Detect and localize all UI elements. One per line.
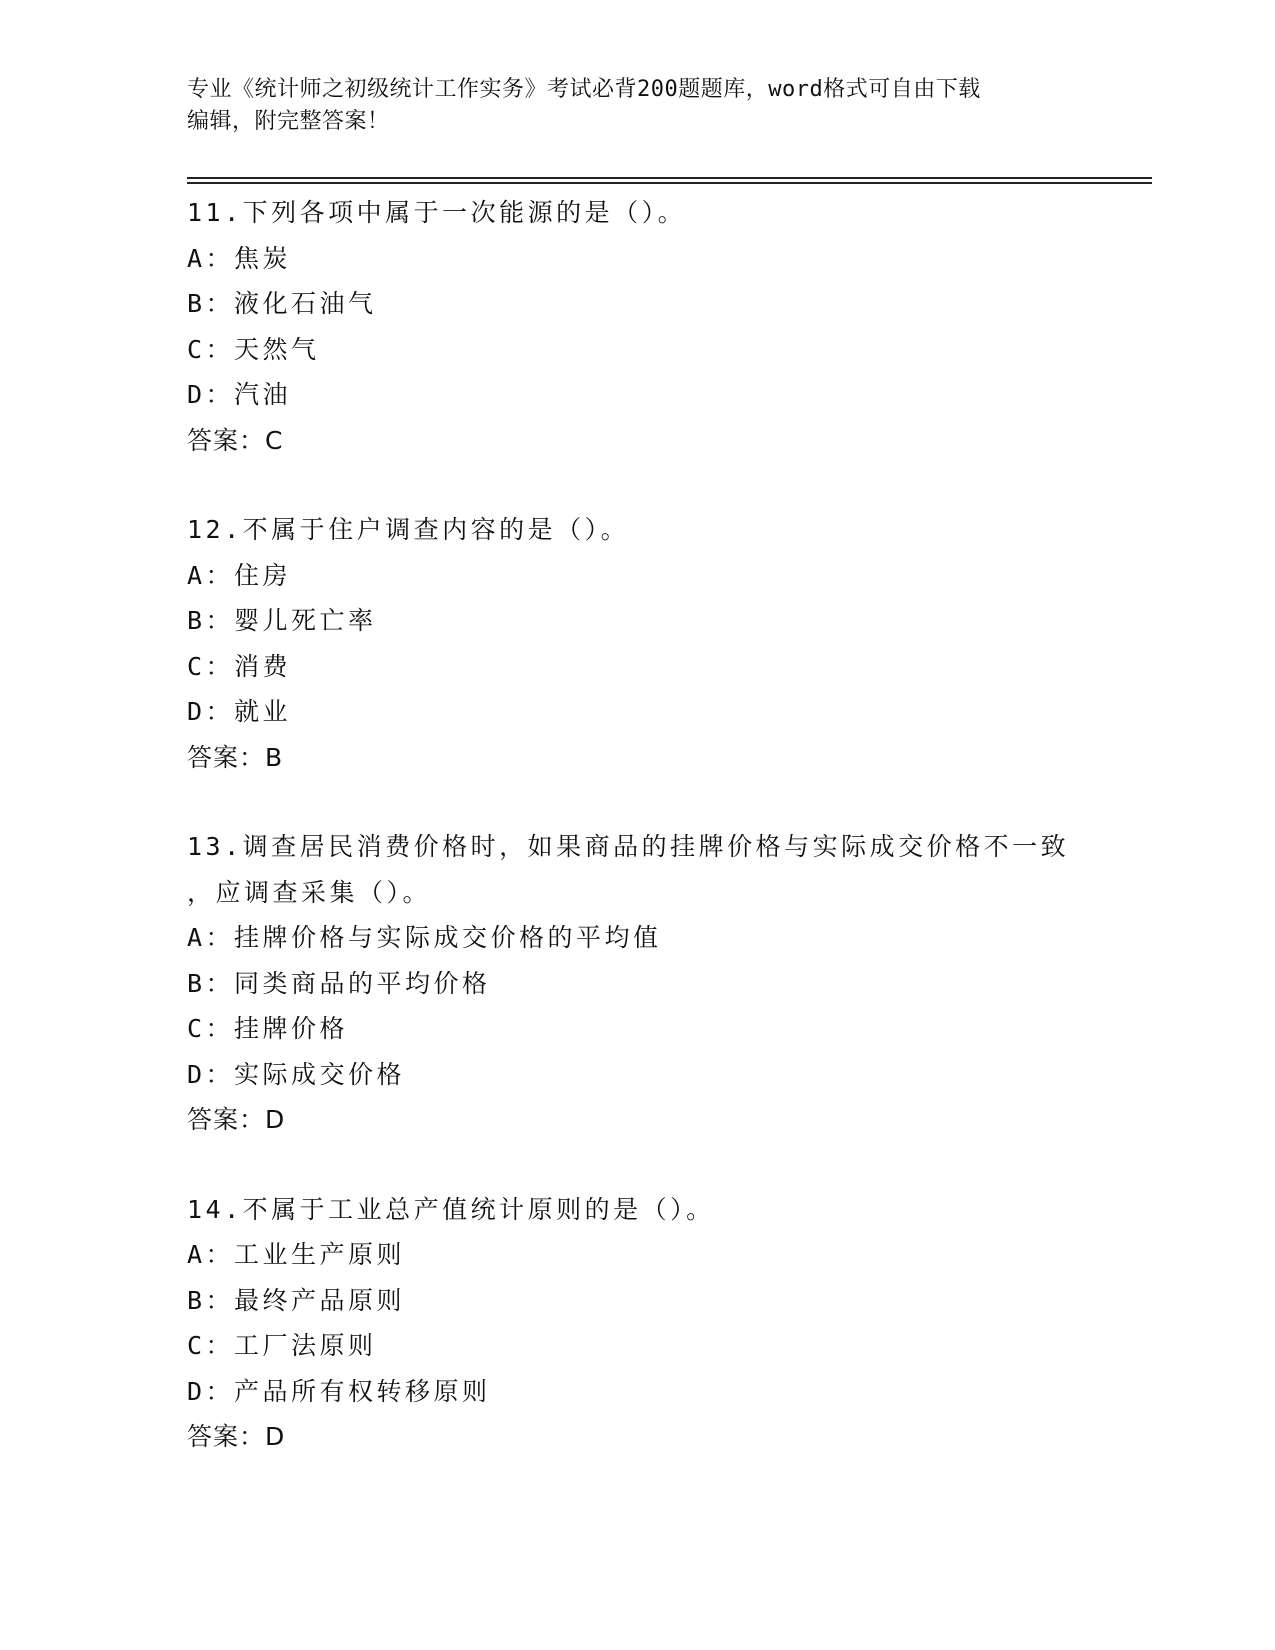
option-b: B：同类商品的平均价格 bbox=[187, 968, 491, 998]
option-d: D：产品所有权转移原则 bbox=[187, 1376, 491, 1406]
option-c: C：挂牌价格 bbox=[187, 1014, 349, 1043]
question-text: 12.不属于住户调查内容的是（）。 bbox=[187, 515, 630, 544]
option-d: D：实际成交价格 bbox=[187, 1059, 406, 1089]
question-text: 11.下列各项中属于一次能源的是（）。 bbox=[187, 198, 687, 227]
option-c: C：工厂法原则 bbox=[187, 1331, 377, 1360]
option-a: A：住房 bbox=[187, 560, 292, 590]
question-12 bbox=[187, 507, 1107, 780]
question-14 bbox=[187, 1187, 1107, 1460]
answer: 答案：C bbox=[187, 425, 284, 455]
question-list bbox=[187, 190, 1107, 1504]
question-13 bbox=[187, 824, 1107, 1143]
question-text-line-1: 13.调查居民消费价格时，如果商品的挂牌价格与实际成交价格不一致 bbox=[187, 832, 1070, 861]
answer: 答案：B bbox=[187, 742, 284, 772]
answer: 答案：D bbox=[187, 1422, 286, 1451]
option-b: B：婴儿死亡率 bbox=[187, 606, 377, 635]
option-a: A：焦炭 bbox=[187, 243, 292, 273]
answer: 答案：D bbox=[187, 1105, 286, 1134]
option-d: D：就业 bbox=[187, 697, 292, 726]
option-b: B：最终产品原则 bbox=[187, 1285, 406, 1315]
option-b: B：液化石油气 bbox=[187, 289, 377, 318]
option-c: C：天然气 bbox=[187, 334, 320, 364]
header-rule-top bbox=[187, 177, 1152, 179]
option-a: A：工业生产原则 bbox=[187, 1240, 406, 1269]
header-rule-bottom bbox=[187, 182, 1152, 184]
option-d: D：汽油 bbox=[187, 380, 292, 409]
header-line-2: 编辑，附完整答案！ bbox=[187, 109, 390, 134]
option-a: A：挂牌价格与实际成交价格的平均值 bbox=[187, 923, 662, 952]
header-line-1: 专业《统计师之初级统计工作实务》考试必背200题题库，word格式可自由下载 bbox=[187, 77, 981, 102]
option-c: C：消费 bbox=[187, 651, 292, 681]
question-text-line-2: ，应调查采集（）。 bbox=[187, 877, 432, 907]
question-11 bbox=[187, 190, 1107, 463]
question-text: 14.不属于工业总产值统计原则的是（）。 bbox=[187, 1194, 715, 1224]
document-header bbox=[187, 74, 1067, 138]
